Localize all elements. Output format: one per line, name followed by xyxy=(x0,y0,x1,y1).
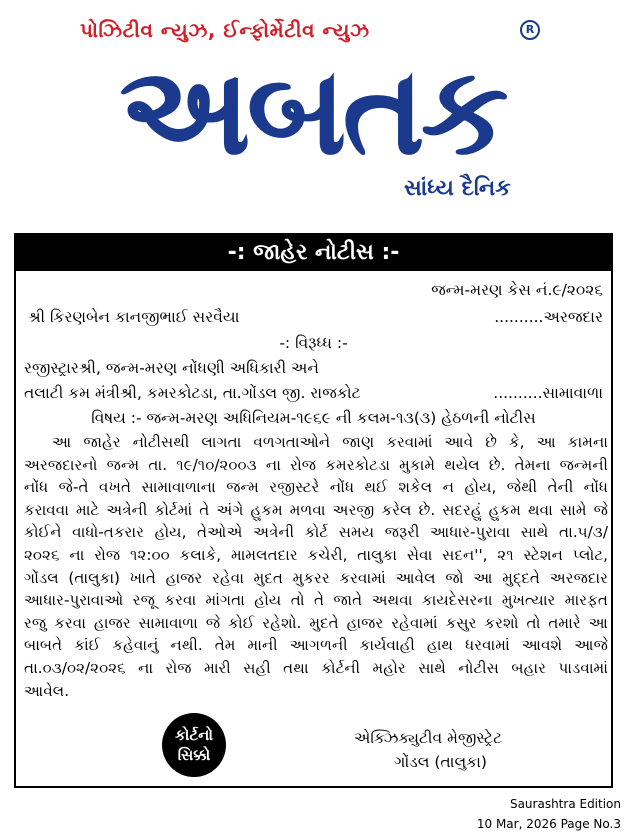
notice-subject: વિષય :- જન્મ-મરણ અધિનિયમ-૧૯૬૯ ની કલમ-૧૩(૩) હેઠળની નોટીસ xyxy=(91,409,536,427)
body-line: નોંધ જે-તે વખતે સામાવાળાના જન્મ રજીસ્ટરે નોંધ થઈ શકેલ ન હોય, જેથી તેની નોંધ xyxy=(24,478,608,497)
body-line: આવેલ. xyxy=(24,681,70,700)
public-notice xyxy=(14,233,613,788)
body-line: ૨૦૨૬ ના રોજ ૧૨:૦૦ કલાકે, મામલતદાર કચેરી, તાલુકા સેવા સદન'', ૨૧ સ્ટેશન પ્લોટ, xyxy=(24,545,608,564)
seal-line-2: સિક્કો xyxy=(177,746,211,764)
signatory-title: એક્ઝિક્યુટીવ મેજીસ્ટ્રેટ xyxy=(354,729,503,747)
body-line: અરજદારનો જન્મ તા. ૧૯/૧૦/૨૦૦૩ ના રોજ કમરકોટડા મુકામે થયેલ છે. તેમના જન્મની xyxy=(24,455,608,474)
notice-body xyxy=(24,431,608,702)
respondent-line-2: તલાટી કમ મંત્રીશ્રી, કમરકોટડા, તા.ગોંડલ જી. રાજકોટ xyxy=(24,384,361,402)
body-line: કોઈને વાધો-તકરાર હોય, તેઓએ અત્રેની કોર્ટ સમય જરૂરી આધાર-પુરાવા સાથે તા.૫/૩/ xyxy=(24,523,608,542)
notice-heading: -: જાહેર નોટીસ :- xyxy=(16,235,611,271)
body-line: તા.૦૩/૦૨/૨૦૨૬ ના રોજ મારી સહી તથા કોર્ટની મહોર સાથે નોટીસ બહાર પાડવામાં xyxy=(24,658,608,677)
date-page-label: 10 Mar, 2026 Page No.3 xyxy=(476,817,621,831)
tagline: પોઝિટીવ ન્યુઝ, ઈન્ફોર્મેટીવ ન્યુઝ xyxy=(80,18,370,42)
body-line: આધાર-પુરાવાઓ રજૂ કરવા માંગતા હોય તો તે જાતે અથવા કાયદેસરના મુખત્યાર મારફત xyxy=(24,591,608,610)
case-number: જન્મ-મરણ કેસ નં.૯/૨૦૨૬ xyxy=(431,281,603,299)
versus-label: -: વિરૂધ્ધ :- xyxy=(279,334,348,352)
seal-line-1: કોર્ટનો xyxy=(175,726,213,744)
body-line: રજુ કરવા હાજર સામાવાળા જે કોઈ રહેશો. મુદતે હાજર રહેવામાં કસુર કરશો તો તમારે આ xyxy=(24,613,608,632)
signatory-place: ગોંડલ (તાલુકા) xyxy=(394,753,487,771)
edition-label: Saurashtra Edition xyxy=(509,797,621,811)
body-line: કરાવવા માટે અત્રેની કોર્ટમાં તે અંગે હુકમ મળવા અરજી કરેલ છે. સદરહું હુકમ થવા સામે જે xyxy=(24,500,608,519)
applicant-name: શ્રી કિરણબેન કાનજીભાઈ સરવૈયા xyxy=(28,308,240,326)
body-line: ગોંડલ (તાલુકા) ખાતે હાજર રહેવા મુદત મુકરર કરવામાં આવેલ જો આ મુદ્દતે અરજદાર xyxy=(24,568,608,587)
masthead xyxy=(0,0,633,225)
edition-type: સાંધ્ય દૈનિક xyxy=(404,176,511,201)
court-seal xyxy=(162,713,226,777)
respondent-role: ..........સામાવાળા xyxy=(493,384,603,402)
body-line: આ જાહેર નોટીસથી લાગતા વળગતાઓને જાણ કરવામાં આવે છે કે, આ કામના xyxy=(52,433,608,451)
brand-logo: અબતક xyxy=(119,40,505,182)
respondent-line-1: રજીસ્ટ્રારશ્રી, જન્મ-મરણ નોંધણી અધિકારી અને xyxy=(24,359,319,377)
registered-mark: R xyxy=(520,20,540,40)
body-line: બાબતે કાંઈ કહેવાનું નથી. તેમ માની આગળની કાર્યવાહી હાથ ધરવામાં આવશે આજે xyxy=(24,636,608,655)
applicant-role: ..........અરજદાર xyxy=(494,308,603,326)
